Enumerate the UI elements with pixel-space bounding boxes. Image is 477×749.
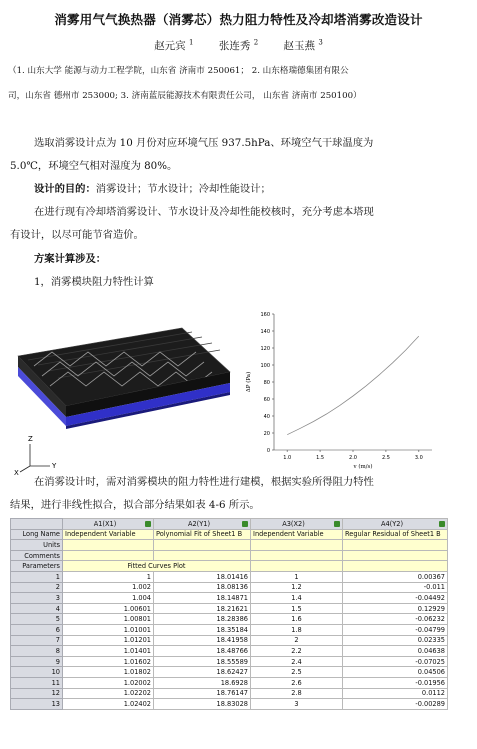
table-row (11, 571, 448, 582)
y-tick-label: 100 (260, 363, 270, 369)
author-1: 赵元宾 $^1$ (154, 38, 194, 52)
table-cell[interactable]: 1.00601 (63, 603, 154, 614)
table-row (11, 614, 448, 625)
table-row (11, 699, 448, 710)
table-cell[interactable]: Polynomial Fit of Sheet1 B (154, 529, 251, 540)
table-cell[interactable]: 18.14871 (154, 593, 251, 604)
goal-text: 消雾设计；节水设计；冷却性能设计； (95, 183, 271, 195)
row-header[interactable]: Long Name (11, 529, 63, 540)
table-cell[interactable]: 2.8 (251, 688, 343, 699)
table-cell[interactable]: 0.04506 (343, 667, 448, 678)
pressure-drop-curve (287, 336, 419, 435)
row-number[interactable]: 13 (11, 699, 63, 710)
lock-icon (242, 521, 248, 527)
table-cell[interactable]: 2 (251, 635, 343, 646)
scheme-heading: 方案计算涉及： (34, 253, 107, 265)
row-header[interactable]: Parameters (11, 561, 63, 572)
table-cell[interactable]: 1.002 (63, 582, 154, 593)
table-cell[interactable]: -0.01956 (343, 677, 448, 688)
table-cell[interactable]: 1.01001 (63, 624, 154, 635)
author-2: 张连秀 $^2$ (218, 38, 259, 52)
row-number[interactable]: 8 (11, 646, 63, 657)
y-tick-label: 0 (266, 448, 270, 454)
table-cell[interactable]: 1.6 (251, 614, 343, 625)
y-tick-label: 140 (260, 329, 270, 335)
z-axis-label: Z (28, 435, 33, 443)
table-cell[interactable]: 1.2 (251, 582, 343, 593)
x-tick-label: 2.5 (381, 455, 390, 461)
table-cell[interactable]: 1.02202 (63, 688, 154, 699)
table-cell[interactable]: 18.76147 (154, 688, 251, 699)
table-cell[interactable] (154, 540, 251, 551)
table-cell[interactable]: 18.55589 (154, 656, 251, 667)
table-cell[interactable] (251, 540, 343, 551)
table-cell[interactable] (63, 550, 154, 561)
table-cell[interactable]: 2.4 (251, 656, 343, 667)
affiliation-line-1: （1. 山东大学 能源与动力工程学院，山东省 济南市 250061； 2. 山东格瑞德集团有限公 (8, 66, 349, 76)
table-row (11, 624, 448, 635)
paragraph-2-line-1: 在进行现有冷却塔消雾设计、节水设计及冷却性能校核时，充分考虑本塔现 (34, 206, 374, 218)
table-cell[interactable]: 3 (251, 699, 343, 710)
table-cell[interactable]: 1.4 (251, 593, 343, 604)
table-cell[interactable]: 2.6 (251, 677, 343, 688)
long-name-row (11, 529, 448, 540)
table-cell[interactable] (343, 540, 448, 551)
paragraph-1-line-1: 选取消雾设计点为 10 月份对应环境气压 937.5hPa、环境空气干球温度为 (34, 137, 374, 149)
y-tick-label: 120 (260, 346, 270, 352)
table-cell[interactable]: -0.011 (343, 582, 448, 593)
author-3: 赵玉燕 $^3$ (283, 38, 323, 52)
mist-module-3d-model (14, 326, 234, 476)
column-header[interactable]: A2(Y1) (154, 519, 251, 530)
y-tick-label: 40 (263, 414, 270, 420)
table-cell[interactable]: 0.00367 (343, 571, 448, 582)
x-axis-title: v (m/s) (353, 464, 373, 470)
x-axis-label: X (14, 469, 19, 476)
fit-results-table (10, 518, 448, 710)
table-cell[interactable]: -0.00289 (343, 699, 448, 710)
table-cell[interactable]: Fitted Curves Plot (63, 561, 251, 572)
paragraph-1-line-2: 5.0℃，环境空气相对湿度为 80%。 (10, 160, 178, 172)
table-cell[interactable]: 1.01201 (63, 635, 154, 646)
table-cell[interactable]: 1.8 (251, 624, 343, 635)
y-tick-label: 160 (260, 312, 270, 318)
parameters-row (11, 561, 448, 572)
table-cell[interactable]: Regular Residual of Sheet1 B (343, 529, 448, 540)
row-number[interactable]: 3 (11, 593, 63, 604)
table-cell[interactable]: 1.02402 (63, 699, 154, 710)
x-tick-label: 2.0 (349, 455, 357, 461)
table-cell[interactable]: 1.004 (63, 593, 154, 604)
row-header[interactable]: Comments (11, 550, 63, 561)
table-cell[interactable]: 18.41958 (154, 635, 251, 646)
table-cell[interactable]: 1.01802 (63, 667, 154, 678)
table-cell[interactable]: 1.01602 (63, 656, 154, 667)
table-cell[interactable] (251, 550, 343, 561)
table-cell[interactable]: 2.2 (251, 646, 343, 657)
table-cell[interactable] (343, 561, 448, 572)
row-number[interactable]: 6 (11, 624, 63, 635)
table-cell[interactable]: 18.35184 (154, 624, 251, 635)
units-row (11, 540, 448, 551)
row-number[interactable]: 4 (11, 603, 63, 614)
pressure-drop-chart (240, 306, 440, 478)
table-cell[interactable]: 18.62427 (154, 667, 251, 678)
author-list (0, 38, 477, 53)
table-cell[interactable]: 18.83028 (154, 699, 251, 710)
table-cell[interactable]: 18.48766 (154, 646, 251, 657)
row-number[interactable]: 7 (11, 635, 63, 646)
table-row (11, 667, 448, 678)
table-cell[interactable]: 18.01416 (154, 571, 251, 582)
paper-title: 消雾用气气换热器（消雾芯）热力阻力特性及冷却塔消雾改造设计 (54, 12, 423, 27)
design-goal (10, 178, 468, 201)
row-number[interactable]: 9 (11, 656, 63, 667)
table-row (11, 593, 448, 604)
table-cell[interactable]: 0.0112 (343, 688, 448, 699)
table-cell[interactable]: 18.21621 (154, 603, 251, 614)
corner-cell[interactable] (11, 519, 63, 530)
table-cell[interactable]: 1 (63, 571, 154, 582)
table-cell[interactable]: -0.07025 (343, 656, 448, 667)
table-header-row (11, 519, 448, 530)
table-cell[interactable]: 0.04638 (343, 646, 448, 657)
row-number[interactable]: 10 (11, 667, 63, 678)
table-row (11, 635, 448, 646)
y-tick-label: 20 (263, 431, 270, 437)
table-cell[interactable]: 18.28386 (154, 614, 251, 625)
y-axis-title: ΔP (Pa) (246, 371, 252, 393)
table-row (11, 646, 448, 657)
table-cell[interactable] (63, 540, 154, 551)
y-tick-label: 80 (263, 380, 270, 386)
table-cell[interactable]: 0.02335 (343, 635, 448, 646)
table-row (11, 656, 448, 667)
x-tick-label: 1.0 (283, 455, 292, 461)
table-row (11, 677, 448, 688)
table-row (11, 582, 448, 593)
row-number[interactable]: 2 (11, 582, 63, 593)
table-row (11, 688, 448, 699)
table-cell[interactable]: -0.04799 (343, 624, 448, 635)
row-number[interactable]: 12 (11, 688, 63, 699)
table-cell[interactable]: 1.5 (251, 603, 343, 614)
table-cell[interactable]: 0.12929 (343, 603, 448, 614)
list-item-1: 1，消雾模块阻力特性计算 (34, 276, 154, 288)
table-cell[interactable] (251, 561, 343, 572)
table-cell[interactable]: 2.5 (251, 667, 343, 678)
table-cell[interactable]: Independent Variable (63, 529, 154, 540)
table-cell[interactable]: Independent Variable (251, 529, 343, 540)
column-header[interactable]: A3(X2) (251, 519, 343, 530)
table-cell[interactable]: -0.04492 (343, 593, 448, 604)
comments-row (11, 550, 448, 561)
lock-icon (334, 521, 340, 527)
y-axis-label: Y (52, 462, 57, 470)
lock-icon (439, 521, 445, 527)
table-cell[interactable]: 1 (251, 571, 343, 582)
table-cell[interactable] (154, 550, 251, 561)
paragraph-3-line-2: 结果，进行非线性拟合，拟合部分结果如表 4-6 所示。 (10, 499, 260, 511)
table-body (11, 571, 448, 709)
table-cell[interactable]: 1.02002 (63, 677, 154, 688)
table-cell[interactable]: 1.01401 (63, 646, 154, 657)
lock-icon (145, 521, 151, 527)
goal-label: 设计的目的： (34, 183, 96, 195)
row-number[interactable]: 11 (11, 677, 63, 688)
table-cell[interactable] (343, 550, 448, 561)
y-tick-label: 60 (263, 397, 270, 403)
paragraph-3-line-1: 在消雾设计时，需对消雾模块的阻力特性进行建模，根据实验所得阻力特性 (34, 476, 374, 488)
affiliation-line-2: 司，山东省 德州市 253000; 3. 济南蓝辰能源技术有限责任公司， 山东省 济南市 250100） (8, 91, 362, 101)
x-tick-label: 3.0 (414, 455, 423, 461)
table-row (11, 603, 448, 614)
table-cell[interactable]: 18.6928 (154, 677, 251, 688)
row-header[interactable]: Units (11, 540, 63, 551)
paragraph-2-line-2: 有设计，以尽可能节省造价。 (10, 229, 144, 241)
row-number[interactable]: 1 (11, 571, 63, 582)
x-tick-label: 1.5 (316, 455, 325, 461)
column-header[interactable]: A4(Y2) (343, 519, 448, 530)
table-cell[interactable]: 1.00801 (63, 614, 154, 625)
row-number[interactable]: 5 (11, 614, 63, 625)
table-cell[interactable]: -0.06232 (343, 614, 448, 625)
column-header[interactable]: A1(X1) (63, 519, 154, 530)
table-cell[interactable]: 18.08136 (154, 582, 251, 593)
